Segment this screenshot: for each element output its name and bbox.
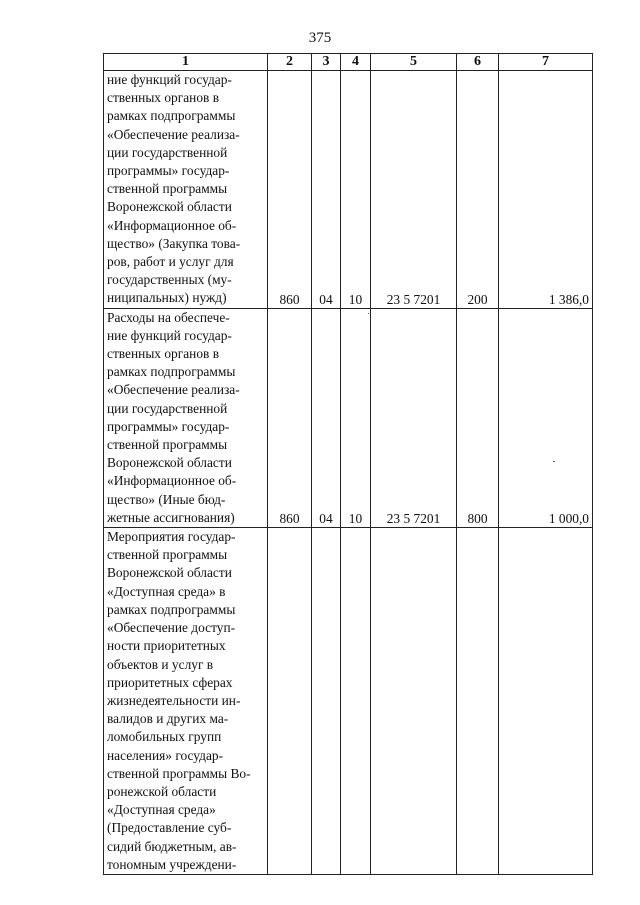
description-line: «Информационное об-	[107, 473, 237, 489]
description-line: рамках подпрограммы	[107, 108, 236, 124]
ministry-code: 860	[268, 71, 312, 309]
ministry-code: 860	[268, 308, 312, 527]
description-line: ственной программы	[107, 181, 228, 197]
description-line: «Обеспечение доступ-	[107, 620, 236, 636]
target-article-code: 23 5 7201	[371, 308, 457, 527]
description-line: «Информационное об-	[107, 217, 237, 233]
amount-value: 1 000,0	[499, 308, 593, 527]
description-line: программы» государ-	[107, 163, 230, 179]
scan-speck	[553, 461, 555, 462]
header-col-4: 4	[341, 54, 371, 71]
description-line: ции государственной	[107, 400, 228, 416]
budget-table	[103, 53, 593, 875]
table-row	[104, 308, 593, 527]
section-code	[312, 528, 341, 875]
amount-value: 1 386,0	[499, 71, 593, 309]
subsection-code: 10	[341, 71, 371, 309]
description-line: ров, работ и услуг для	[107, 254, 234, 270]
description-line: Расходы на обеспече-	[107, 309, 230, 325]
header-col-2: 2	[268, 54, 312, 71]
header-col-7: 7	[499, 54, 593, 71]
description-line: валидов и других ма-	[107, 711, 229, 727]
description-line: ниципальных) нужд)	[107, 290, 227, 306]
description-line: ственной программы	[107, 547, 228, 563]
row-description	[104, 71, 268, 309]
ministry-code	[268, 528, 312, 875]
description-line: ние функций государ-	[107, 327, 232, 343]
description-line: программы» государ-	[107, 418, 230, 434]
header-col-3: 3	[312, 54, 341, 71]
description-line: тономным учреждени-	[107, 856, 237, 872]
description-line: объектов и услуг в	[107, 656, 214, 672]
expense-type-code: 800	[457, 308, 499, 527]
target-article-code: 23 5 7201	[371, 71, 457, 309]
expense-type-code: 200	[457, 71, 499, 309]
header-row	[104, 54, 593, 71]
description-line: ственных органов в	[107, 90, 220, 106]
section-code: 04	[312, 308, 341, 527]
description-line: ственной программы Во-	[107, 765, 251, 781]
description-line: Воронежской области	[107, 455, 232, 471]
description-line: государственных (му-	[107, 272, 232, 288]
description-line: ции государственной	[107, 144, 228, 160]
description-line: «Доступная среда» в	[107, 583, 226, 599]
description-line: щество» (Иные бюд-	[107, 491, 226, 507]
subsection-code	[341, 528, 371, 875]
expense-type-code	[457, 528, 499, 875]
description-line: щество» (Закупка това-	[107, 235, 241, 251]
description-line: «Обеспечение реализа-	[107, 126, 240, 142]
description-line: (Предоставление суб-	[107, 820, 232, 836]
description-line: Мероприятия государ-	[107, 529, 236, 545]
description-line: жетные ассигнования)	[107, 509, 235, 525]
description-line: Воронежской области	[107, 199, 232, 215]
description-line: жизнедеятельности ин-	[107, 692, 241, 708]
description-line: «Доступная среда»	[107, 802, 216, 818]
description-line: ственных органов в	[107, 346, 220, 362]
description-line: рамках подпрограммы	[107, 364, 236, 380]
header-col-5: 5	[371, 54, 457, 71]
row-description	[104, 308, 268, 527]
description-line: сидий бюджетным, ав-	[107, 838, 237, 854]
header-col-1: 1	[104, 54, 268, 71]
description-line: приоритетных сферах	[107, 674, 233, 690]
header-col-6: 6	[457, 54, 499, 71]
description-line: ности приоритетных	[107, 638, 226, 654]
description-line: ломобильных групп	[107, 729, 222, 745]
target-article-code	[371, 528, 457, 875]
description-line: «Обеспечение реализа-	[107, 382, 240, 398]
description-line: ственной программы	[107, 437, 228, 453]
section-code: 04	[312, 71, 341, 309]
description-line: населения» государ-	[107, 747, 224, 763]
table-row	[104, 71, 593, 309]
description-line: Воронежской области	[107, 565, 232, 581]
row-description	[104, 528, 268, 875]
scan-speck	[368, 313, 369, 314]
description-line: ронежской области	[107, 783, 217, 799]
amount-value	[499, 528, 593, 875]
description-line: ние функций государ-	[107, 72, 232, 87]
page-number: 375	[308, 30, 332, 46]
description-line: рамках подпрограммы	[107, 601, 236, 617]
table-row	[104, 528, 593, 875]
subsection-code: 10	[341, 308, 371, 527]
